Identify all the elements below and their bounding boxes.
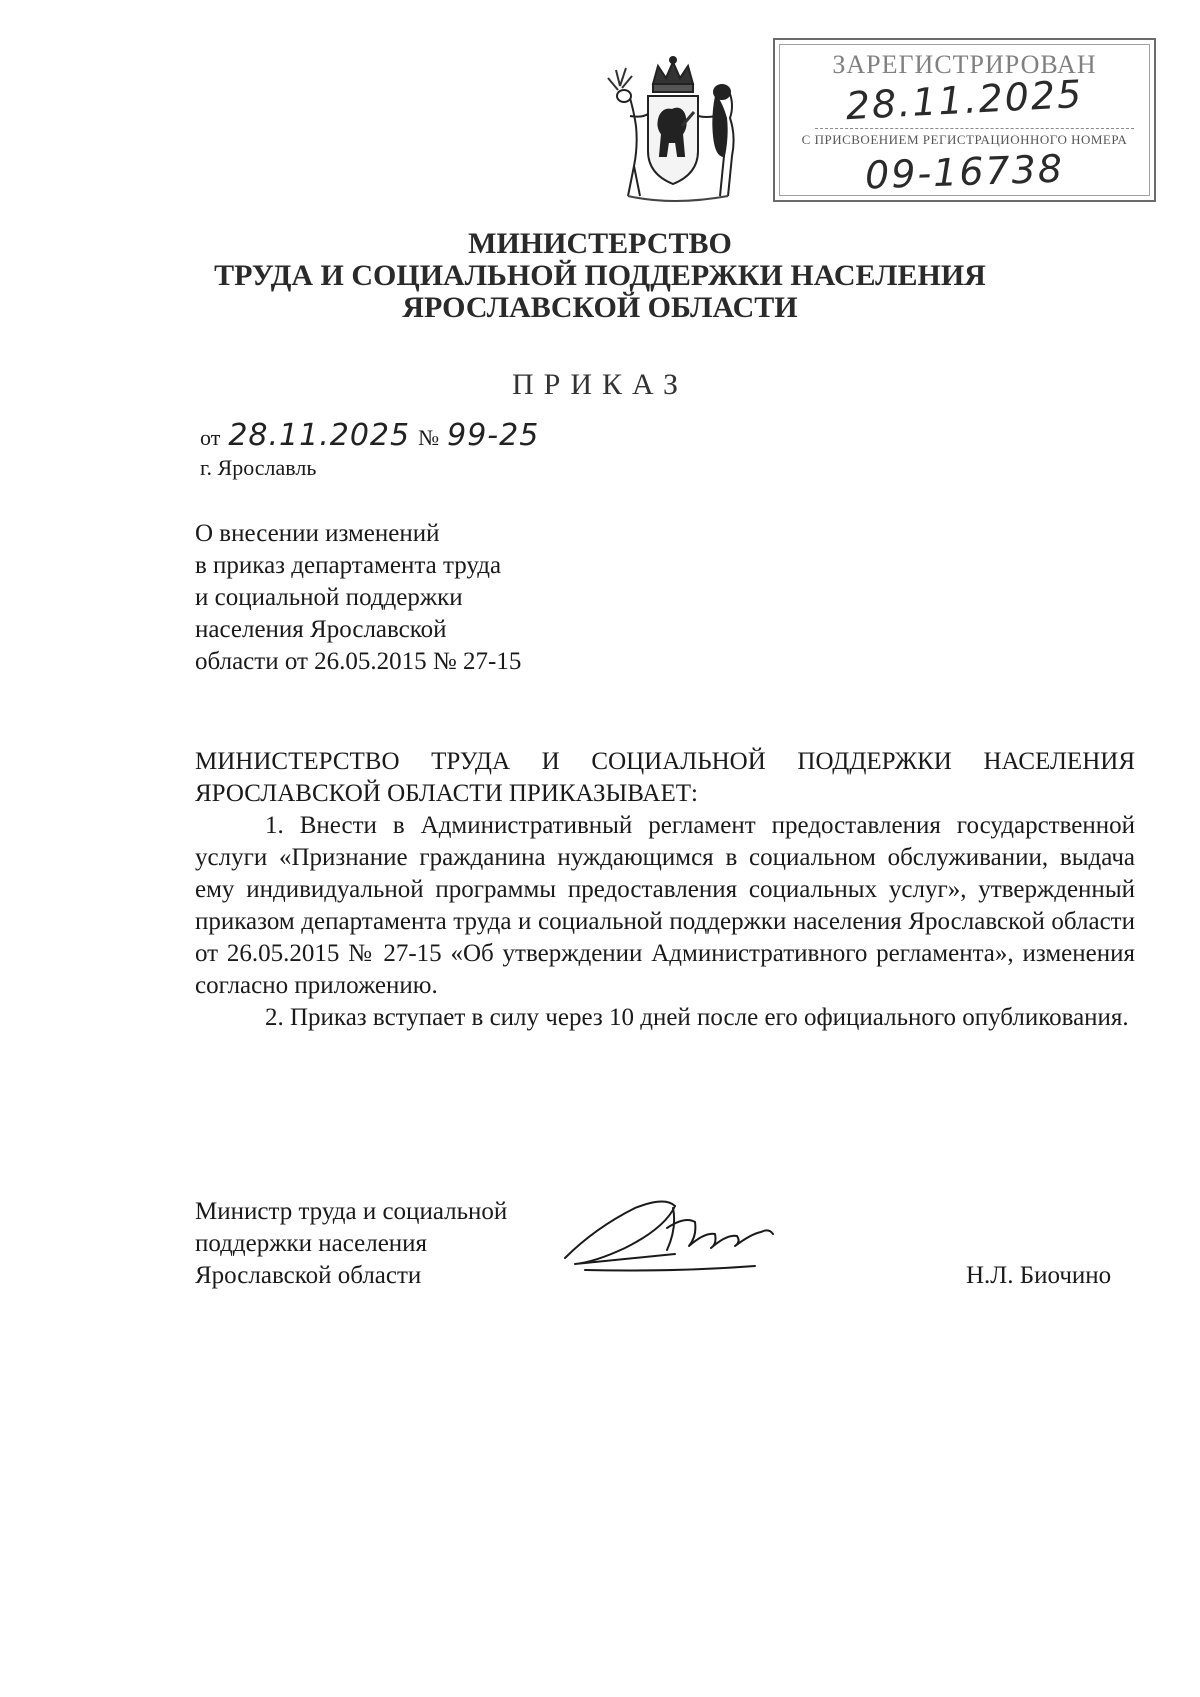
ministry-line-3: ЯРОСЛАВСКОЙ ОБЛАСТИ [402,291,798,324]
order-meta [200,418,539,454]
signatory-name: Н.Л. Биочино [966,1262,1112,1289]
signatory-title-line: Министр труда и социальной [195,1198,508,1225]
stamp-divider [815,128,1134,129]
stamp-number: 09-16738 [864,146,1065,198]
registration-stamp [773,38,1156,202]
stamp-caption: С ПРИСВОЕНИЕМ РЕГИСТРАЦИОННОГО НОМЕРА [801,132,1128,147]
subject-line: и социальной поддержки [195,584,463,611]
order-body [195,746,1135,1034]
order-date: 28.11.2025 [228,418,411,453]
subject-line: области от 26.05.2015 № 27-15 [195,648,522,675]
handwritten-signature [555,1188,815,1278]
stamp-title: ЗАРЕГИСТРИРОВАН [832,50,1097,79]
order-number: 99-25 [447,418,540,453]
coat-of-arms-emblem [598,56,748,206]
preamble: МИНИСТЕРСТВО ТРУДА И СОЦИАЛЬНОЙ ПОДДЕРЖКИ НАСЕЛЕНИЯ ЯРОСЛАВСКОЙ ОБЛАСТИ ПРИКАЗЫВАЕТ: [195,748,1135,807]
signatory-title-line: поддержки населения [195,1230,428,1257]
subject-line: О внесении изменений [195,520,440,547]
city: г. Ярославль [200,455,317,480]
stamp-date: 28.11.2025 [844,71,1085,129]
ministry-line-1: МИНИСТЕРСТВО [468,227,732,260]
signatory-title [195,1196,507,1292]
number-prefix: № [418,425,440,450]
document-type: ПРИКАЗ [512,368,688,401]
item-1: 1. Внести в Административный регламент предоставления государственной услуги «Признание гражданина нуждающимся в социальном обслуживании, выдача ему индивидуальной программы предоставления социальных услуг», утвержденный приказом департамента труда и социальной поддержки населения Ярославской области от 26.05.2015 № 27-15 «Об утверждении Административного регламента», изменения согласно приложению. [195,812,1135,999]
order-subject [195,518,521,678]
subject-line: населения Ярославской [195,616,447,643]
ministry-header [0,228,1200,324]
item-2: 2. Приказ вступает в силу через 10 дней после его официального опубликования. [265,1004,1129,1031]
date-prefix: от [200,425,221,450]
ministry-line-2: ТРУДА И СОЦИАЛЬНОЙ ПОДДЕРЖКИ НАСЕЛЕНИЯ [214,259,986,292]
signatory-title-line: Ярославской области [195,1262,422,1289]
subject-line: в приказ департамента труда [195,552,502,579]
